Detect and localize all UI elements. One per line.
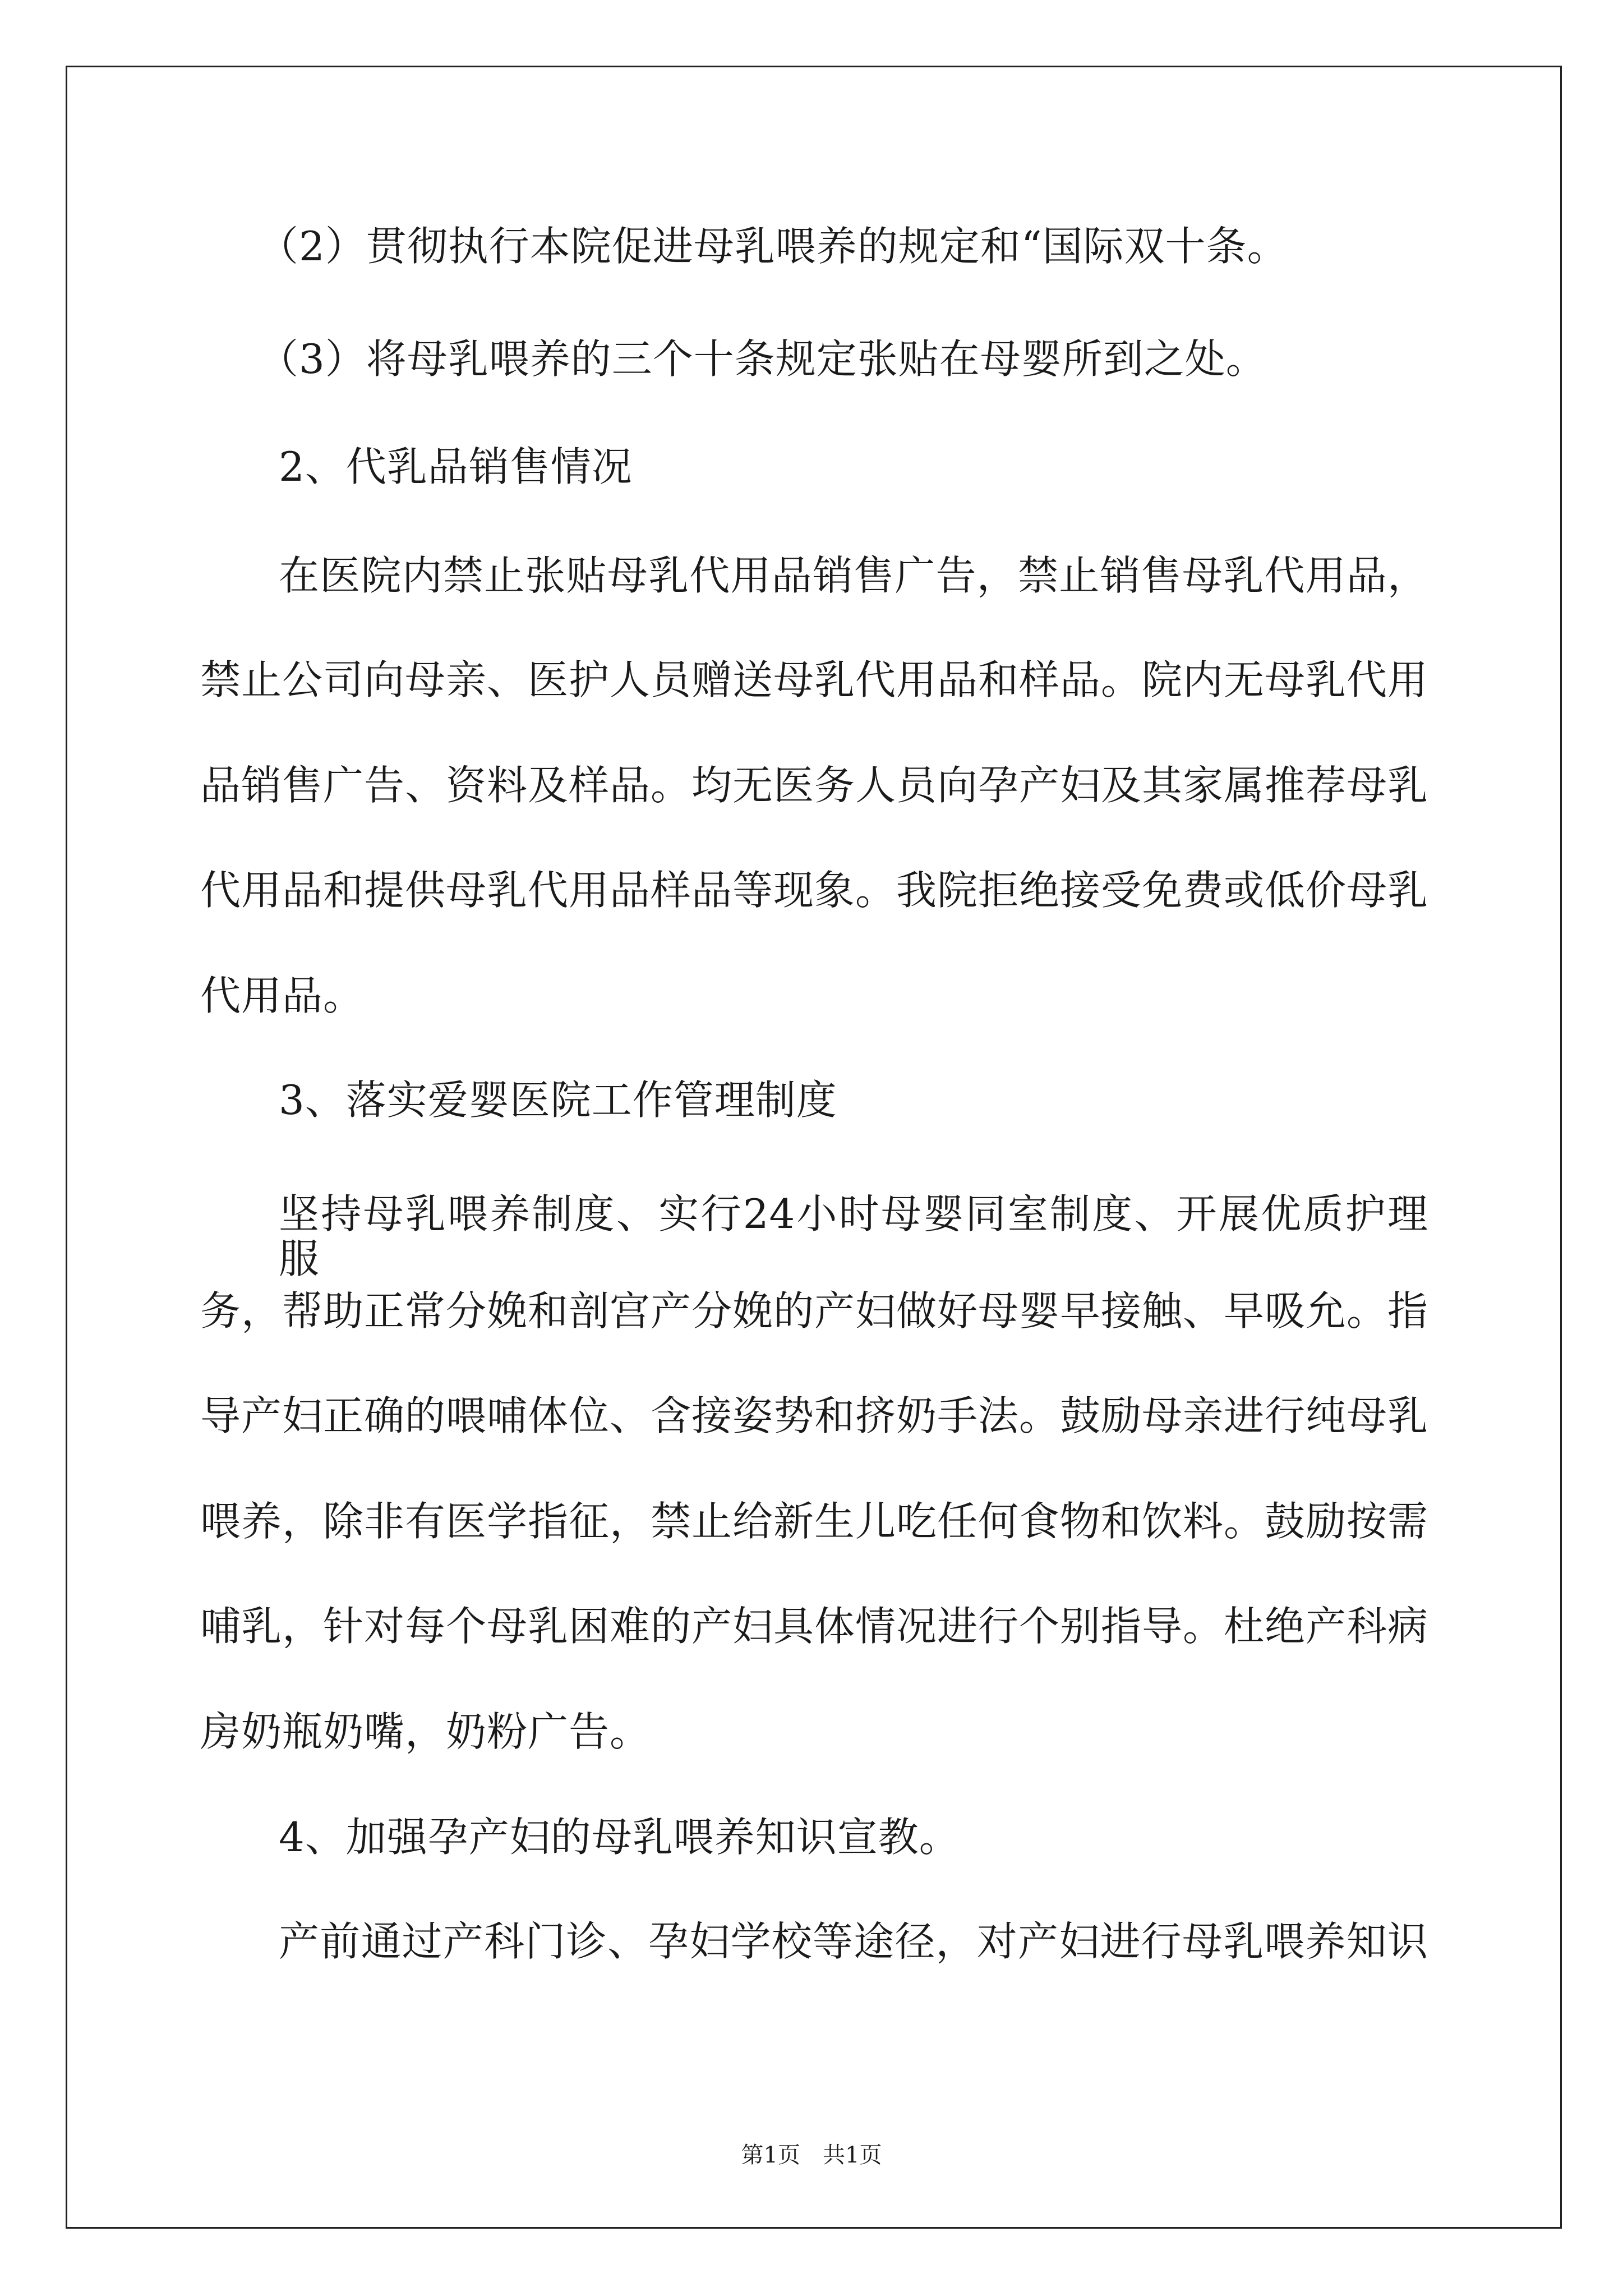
section-heading: 3、落实爱婴医院工作管理制度: [279, 1076, 837, 1124]
paragraph-line: 禁止公司向母亲、医护人员赠送母乳代用品和样品。院内无母乳代用: [200, 656, 1429, 703]
page-number: 第1页: [741, 2142, 800, 2168]
section-heading: 4、加强孕产妇的母乳喂养知识宣教。: [279, 1814, 960, 1861]
page-border: [66, 66, 1562, 2229]
paragraph-line: 房奶瓶奶嘴，奶粉广告。: [200, 1708, 651, 1755]
paragraph-line: 代用品。: [200, 972, 365, 1019]
paragraph-line: 导产妇正确的喂哺体位、含接姿势和挤奶手法。鼓励母亲进行纯母乳: [200, 1392, 1429, 1439]
paragraph-line: 务，帮助正常分娩和剖宫产分娩的产妇做好母婴早接触、早吸允。指: [200, 1287, 1429, 1335]
paragraph-line: （3）将母乳喂养的三个十条规定张贴在母婴所到之处。: [258, 335, 1267, 383]
paragraph-line: 喂养，除非有医学指征，禁止给新生儿吃任何食物和饮料。鼓励按需: [200, 1498, 1429, 1545]
paragraph-line: 在医院内禁止张贴母乳代用品销售广告，禁止销售母乳代用品，: [279, 552, 1428, 599]
paragraph-line: 产前通过产科门诊、孕妇学校等途径，对产妇进行母乳喂养知识: [279, 1918, 1428, 1965]
paragraph-line: （2）贯彻执行本院促进母乳喂养的规定和“国际双十条。: [258, 223, 1288, 270]
page-total: 共1页: [823, 2142, 882, 2168]
paragraph-line: 代用品和提供母乳代用品样品等现象。我院拒绝接受免费或低价母乳: [200, 867, 1429, 914]
page-footer: [0, 2142, 1623, 2169]
section-heading: 2、代乳品销售情况: [279, 443, 633, 490]
paragraph-line: 品销售广告、资料及样品。均无医务人员向孕产妇及其家属推荐母乳: [200, 762, 1429, 809]
paragraph-line: 哺乳，针对每个母乳困难的产妇具体情况进行个别指导。杜绝产科病: [200, 1603, 1429, 1650]
paragraph-line: 坚持母乳喂养制度、实行24小时母婴同室制度、开展优质护理服: [279, 1190, 1428, 1282]
